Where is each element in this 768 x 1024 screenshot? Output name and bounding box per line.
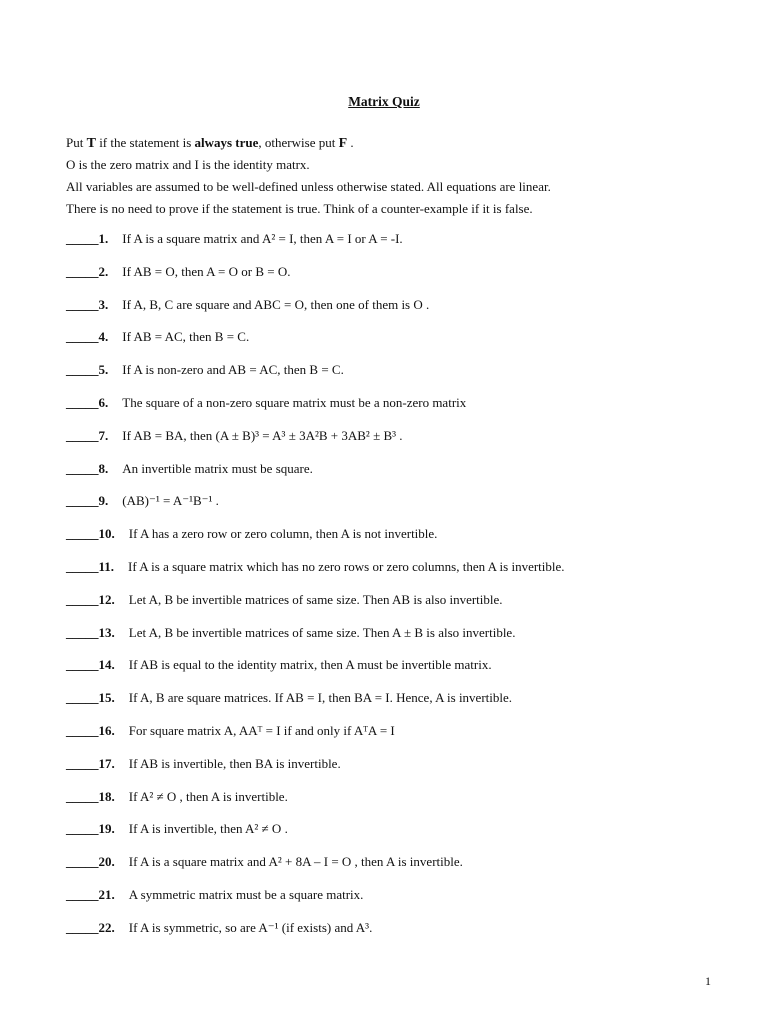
answer-blank[interactable]: _____ [66,296,99,312]
instruction-text: Put [66,135,87,150]
question-number: 12. [98,591,115,607]
instruction-text: if the statement is [95,135,195,150]
question-text: If A, B, C are square and ABC = O, then one of them is O . [122,296,430,312]
instruction-line-1 [66,132,716,154]
answer-blank[interactable]: _____ [66,231,99,246]
answer-blank[interactable]: _____ [66,526,99,542]
question-number: 5. [98,362,109,378]
question-text: If AB = AC, then B = C. [122,329,250,345]
answer-blank[interactable]: _____ [66,788,99,804]
instruction-line-2: O is the zero matrix and I is the identity matrx. [66,157,310,172]
question-number: 4. [98,329,109,345]
question-text: A symmetric matrix must be a square matrix. [128,886,364,902]
question-item [66,392,726,425]
question-text: If A is a square matrix and A² + 8A – I = O , then A is invertible. [128,854,463,870]
question-item [66,818,726,851]
question-text: (AB)⁻¹ = A⁻¹B⁻¹ . [122,493,219,509]
answer-blank[interactable]: _____ [66,263,99,279]
question-item [66,622,726,655]
answer-blank[interactable]: _____ [66,755,99,771]
question-item [66,720,726,753]
question-text: If A has a zero row or zero column, then A is not invertible. [128,526,438,542]
question-text: If A is a square matrix which has no zero rows or zero columns, then A is invertible. [128,558,565,574]
answer-blank[interactable]: _____ [66,493,99,509]
question-text: If A² ≠ O , then A is invertible. [128,788,288,804]
question-text: If A, B are square matrices. If AB = I, then BA = I. Hence, A is invertible. [128,690,513,706]
instruction-line-4: There is no need to prove if the statement is true. Think of a counter-example if it is false. [66,201,533,216]
question-item [66,589,726,622]
instruction-text: , otherwise put [258,135,339,150]
question-item [66,786,726,819]
answer-blank[interactable]: _____ [66,460,99,476]
question-item [66,326,726,359]
question-number: 17. [98,755,115,771]
question-number: 21. [98,886,115,902]
answer-blank[interactable]: _____ [66,690,99,706]
question-text: The square of a non-zero square matrix must be a non-zero matrix [122,394,467,410]
question-text: If AB = BA, then (A ± B)³ = A³ ± 3A²B + 3AB² ± B³ . [122,427,403,443]
question-number: 8. [98,460,109,476]
question-item [66,556,726,589]
question-number: 19. [98,821,115,837]
question-item [66,458,726,491]
instruction-line-3: All variables are assumed to be well-defined unless otherwise stated. All equations are linear. [66,179,551,194]
question-item [66,687,726,720]
question-item [66,425,726,458]
answer-blank[interactable]: _____ [66,558,99,574]
question-item [66,490,726,523]
true-marker: T [86,136,96,151]
question-item [66,523,726,556]
question-item [66,228,726,261]
question-number: 9. [98,493,109,509]
quiz-title: Matrix Quiz [348,94,420,109]
question-number: 20. [98,854,115,870]
question-text: If A is non-zero and AB = AC, then B = C. [122,362,344,378]
answer-blank[interactable]: _____ [66,591,99,607]
answer-blank[interactable]: _____ [66,657,99,673]
question-number: 22. [98,919,115,935]
question-text: For square matrix A, AAᵀ = I if and only if AᵀA = I [128,722,395,738]
answer-blank[interactable]: _____ [66,362,99,378]
question-text: Let A, B be invertible matrices of same size. Then AB is also invertible. [128,591,503,607]
answer-blank[interactable]: _____ [66,722,99,738]
answer-blank[interactable]: _____ [66,394,99,410]
question-text: Let A, B be invertible matrices of same size. Then A ± B is also invertible. [128,624,516,640]
question-text: If A is a square matrix and A² = I, then A = I or A = -I. [122,231,403,246]
question-text: An invertible matrix must be square. [122,460,313,476]
question-text: If A is symmetric, so are A⁻¹ (if exists) and A³. [128,919,373,935]
question-number: 15. [98,690,115,706]
question-number: 13. [98,624,115,640]
question-item [66,917,726,950]
question-number: 18. [98,788,115,804]
question-number: 16. [98,722,115,738]
question-text: If AB is equal to the identity matrix, then A must be invertible matrix. [128,657,492,673]
instruction-text: . [347,135,354,150]
question-number: 14. [98,657,115,673]
emphasis-text: always true [194,135,259,150]
answer-blank[interactable]: _____ [66,919,99,935]
instructions [66,132,716,220]
question-number: 2. [98,263,109,279]
question-text: If A is invertible, then A² ≠ O . [128,821,288,837]
question-item [66,294,726,327]
question-text: If AB = O, then A = O or B = O. [122,263,291,279]
question-number: 6. [98,394,109,410]
page-number: 1 [705,974,711,988]
false-marker: F [338,136,348,151]
question-list [66,228,726,950]
question-number: 10. [98,526,115,542]
question-item [66,359,726,392]
question-item [66,753,726,786]
answer-blank[interactable]: _____ [66,854,99,870]
answer-blank[interactable]: _____ [66,821,99,837]
question-item [66,654,726,687]
question-number: 3. [98,296,109,312]
question-item [66,261,726,294]
question-number: 1. [98,231,109,246]
answer-blank[interactable]: _____ [66,329,99,345]
answer-blank[interactable]: _____ [66,624,99,640]
question-item [66,884,726,917]
answer-blank[interactable]: _____ [66,886,99,902]
question-item [66,851,726,884]
answer-blank[interactable]: _____ [66,427,99,443]
question-number: 7. [98,427,109,443]
question-text: If AB is invertible, then BA is invertible. [128,755,341,771]
question-number: 11. [98,558,115,574]
